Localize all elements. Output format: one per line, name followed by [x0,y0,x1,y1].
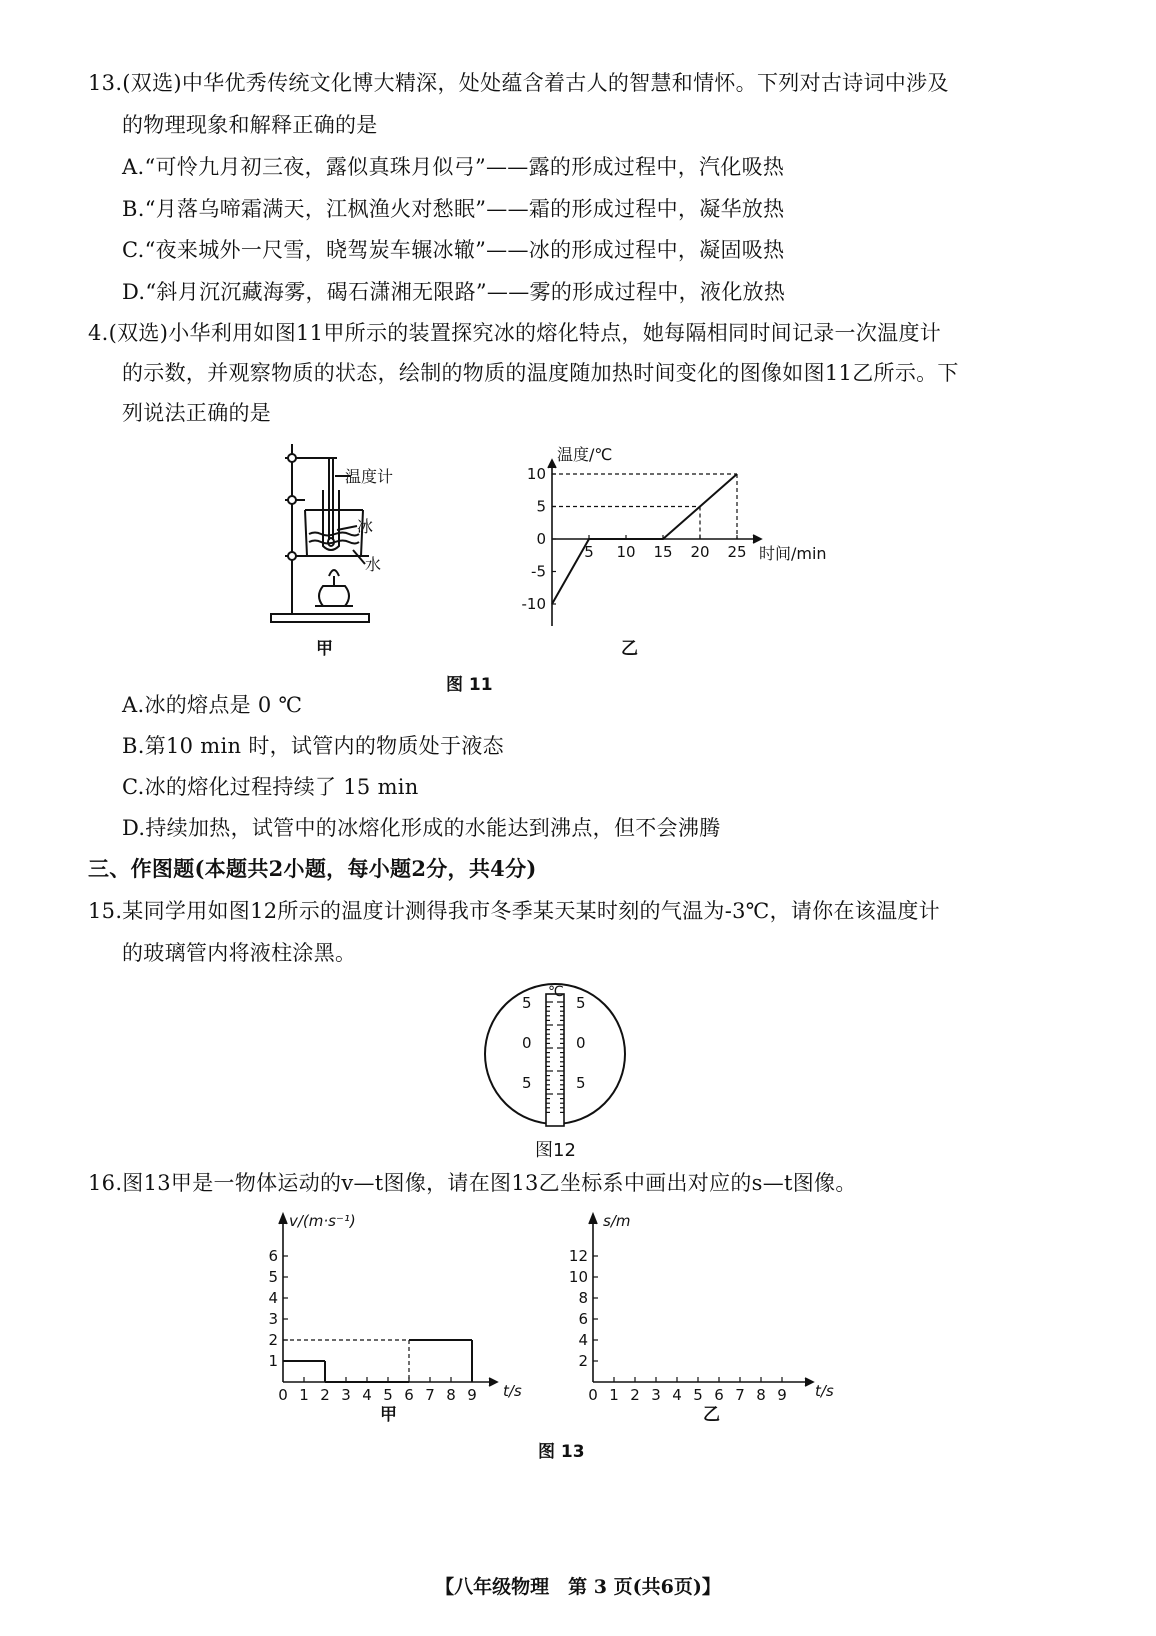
vt-y-tick-label: 2 [268,1331,278,1349]
q14-stem-line1: 4.(双选)小华利用如图11甲所示的装置探究冰的熔化特点，她每隔相同时间记录一次温度计 [88,321,942,345]
q13-stem-line1: 13.(双选)中华优秀传统文化博大精深，处处蕴含着古人的智慧和情怀。下列对古诗词中涉及 [88,71,949,95]
q13-option-d: D.“斜月沉沉藏海雾，碣石潇湘无限路”——雾的形成过程中，液化放热 [122,280,786,304]
st-y-tick-label: 2 [578,1352,588,1370]
chart-x-tick-label: 25 [727,543,747,561]
st-y-tick-label: 10 [568,1268,588,1286]
fig13-vt-chart [255,1206,525,1418]
page-footer: 【八年级物理 第 3 页(共6页)】 [435,1576,721,1598]
st-x-tick-label: 4 [672,1386,682,1404]
right-label-upper-5: 5 [576,994,586,1012]
vt-y-arrow [279,1214,287,1224]
chart-y-tick-label: 10 [526,465,546,483]
st-x-tick-label: 6 [714,1386,724,1404]
right-label-0: 0 [576,1034,586,1052]
st-x-arrow [805,1378,813,1386]
vt-x-tick-label: 0 [278,1386,288,1404]
chart-y-tick-label: 0 [536,530,546,548]
vt-x-tick-label: 6 [404,1386,414,1404]
apparatus-drawing [265,438,435,668]
q13-option-b: B.“月落乌啼霜满天，江枫渔火对愁眠”——霜的形成过程中，凝华放热 [122,197,785,221]
st-x-tick-label: 8 [756,1386,766,1404]
st-y-tick-label: 12 [568,1247,588,1265]
st-y-tick-label: 8 [578,1289,588,1307]
st-x-tick-label: 0 [588,1386,598,1404]
fig13-st-chart [565,1206,845,1418]
chart-y-axis-label: 温度/℃ [557,445,613,464]
chart-y-tick-label: -10 [521,595,546,613]
right-label-lower-5: 5 [576,1074,586,1092]
vt-y-tick-label: 3 [268,1310,278,1328]
q14-option-b: B.第10 min 时，试管内的物质处于液态 [122,734,504,758]
chart-y-tick-label: -5 [531,562,546,581]
chart-x-tick-label: 15 [653,543,673,561]
vt-y-tick-label: 1 [268,1352,278,1370]
vt-y-axis-label: v/(m·s⁻¹) [289,1212,356,1230]
vt-x-tick-label: 8 [446,1386,456,1404]
q14-option-a: A.冰的熔点是 0 ℃ [122,693,303,717]
thermometer-drawing [480,982,630,1130]
vt-y-tick-label: 4 [268,1289,278,1307]
q14-option-c: C.冰的熔化过程持续了 15 min [122,775,419,799]
vt-x-tick-label: 2 [320,1386,330,1404]
alcohol-burner [319,586,349,606]
temperature-time-chart [505,438,845,633]
vt-x-axis-label: t/s [503,1382,522,1400]
q13-option-c: C.“夜来城外一尺雪，晓驾炭车辗冰辙”——冰的形成过程中，凝固吸热 [122,238,785,262]
chart-y-arrow [548,460,556,468]
label-water: 水 [365,555,382,574]
label-ice: 冰 [357,517,374,536]
fig12-thermometer [480,982,630,1134]
stand-base [271,614,369,622]
vt-y-tick-label: 5 [268,1268,278,1286]
fig12-caption: 图12 [535,1140,576,1161]
st-x-tick-label: 3 [651,1386,661,1404]
fig13-sub-yi: 乙 [703,1405,720,1425]
fig11-sub-jia: 甲 [316,639,333,659]
vt-x-tick-label: 7 [425,1386,435,1404]
fig13-caption: 图 13 [538,1442,585,1462]
st-x-tick-label: 1 [609,1386,619,1404]
st-x-tick-label: 7 [735,1386,745,1404]
st-x-tick-label: 2 [630,1386,640,1404]
thermometer-glass-tube [546,994,564,1126]
st-y-axis-label: s/m [603,1212,631,1230]
st-y-arrow [589,1214,597,1224]
st-y-tick-label: 4 [578,1331,588,1349]
left-label-upper-5: 5 [522,994,532,1012]
displacement-time-chart [565,1206,845,1414]
chart-x-arrow [753,535,761,543]
vt-x-tick-label: 1 [299,1386,309,1404]
vt-x-tick-label: 5 [383,1386,393,1404]
st-x-axis-label: t/s [815,1382,834,1400]
fig11-caption: 图 11 [446,675,493,695]
q13-stem-line2: 的物理现象和解释正确的是 [122,113,378,137]
chart-x-tick-label: 20 [690,543,710,561]
vt-y-tick-label: 6 [268,1247,278,1265]
fig13-sub-jia: 甲 [380,1405,397,1425]
left-label-0: 0 [522,1034,532,1052]
left-label-lower-5: 5 [522,1074,532,1092]
st-y-tick-label: 6 [578,1310,588,1328]
q15-stem-line2: 的玻璃管内将液柱涂黑。 [122,941,357,965]
vt-x-arrow [489,1378,497,1386]
q14-option-d: D.持续加热，试管中的冰熔化形成的水能达到沸点，但不会沸腾 [122,816,721,840]
velocity-time-chart [255,1206,525,1414]
fig11-apparatus [265,438,435,672]
vt-x-tick-label: 9 [467,1386,477,1404]
section-3-heading: 三、作图题(本题共2小题，每小题2分，共4分) [88,856,537,881]
chart-y-tick-label: 5 [536,497,546,516]
vt-x-tick-label: 3 [341,1386,351,1404]
q15-stem-line1: 15.某同学用如图12所示的温度计测得我市冬季某天某时刻的气温为-3℃，请你在该温度计 [88,899,940,923]
st-x-tick-label: 5 [693,1386,703,1404]
thermometer-unit: ℃ [548,984,564,1000]
q16-stem: 16.图13甲是一物体运动的v—t图像，请在图13乙坐标系中画出对应的s—t图像。 [88,1171,857,1195]
q14-stem-line2: 的示数，并观察物质的状态，绘制的物质的温度随加热时间变化的图像如图11乙所示。下 [122,361,959,385]
st-x-tick-label: 9 [777,1386,787,1404]
fig11-sub-yi: 乙 [621,639,638,659]
chart-x-tick-label: 5 [584,543,594,561]
vt-x-tick-label: 4 [362,1386,372,1404]
chart-x-tick-label: 10 [616,543,636,561]
label-thermometer: 温度计 [345,467,394,486]
fig11-chart [505,438,845,637]
q14-stem-line3: 列说法正确的是 [122,401,272,425]
chart-x-axis-label: 时间/min [759,544,827,563]
q13-option-a: A.“可怜九月初三夜，露似真珠月似弓”——露的形成过程中，汽化吸热 [122,155,785,179]
